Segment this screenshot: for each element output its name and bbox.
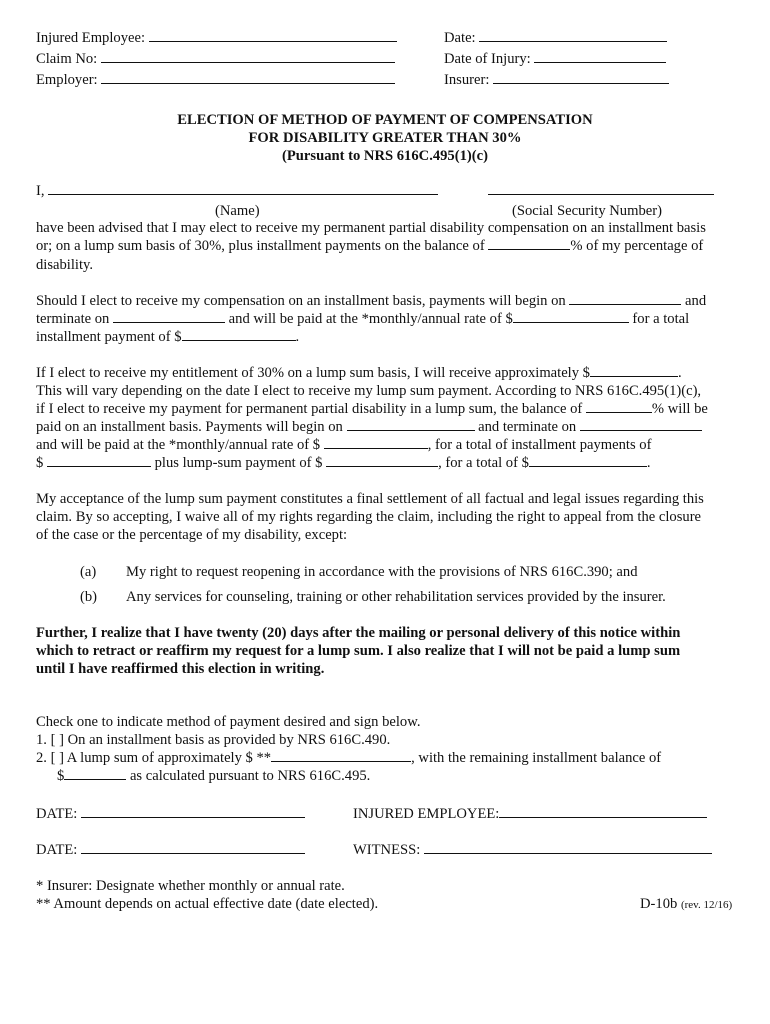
installment-begin-text: Should I elect to receive my compensation on an installment basis, payments will begin on <box>36 293 566 309</box>
date-line[interactable] <box>479 29 667 42</box>
injured-employee-signature-label: INJURED EMPLOYEE: <box>353 806 500 822</box>
remaining-balance-text: as calculated pursuant to NRS 616C.495. <box>129 768 371 784</box>
claim-no-line[interactable] <box>101 50 395 63</box>
installment-line-3 <box>36 328 299 346</box>
insurer-line[interactable] <box>493 71 669 84</box>
installment-line-1 <box>36 292 706 310</box>
lump-terminate-text: and terminate on <box>478 419 577 435</box>
balance-percent-line[interactable] <box>488 237 570 250</box>
date-signature-1 <box>36 805 305 823</box>
lump-line-5 <box>36 436 651 454</box>
notice-line-2: which to retract or reaffirm my request for a lump sum. I also realize that I will not be paid a lump sum <box>36 643 681 659</box>
date-2-label: DATE: <box>36 842 78 858</box>
lump-balance-percent-line[interactable] <box>586 400 652 413</box>
notice-line-1: Further, I realize that I have twenty (20) days after the mailing or personal delivery of this notice within <box>36 625 681 641</box>
title-line-2: FOR DISABILITY GREATER THAN 30% <box>248 130 522 146</box>
name-field <box>36 182 438 200</box>
date-1-line[interactable] <box>81 805 305 818</box>
ssn-field <box>488 182 714 200</box>
exception-a-marker: (a) <box>80 564 97 580</box>
installment-total-text: for a total <box>632 311 690 327</box>
injured-employee-label: Injured Employee: <box>36 30 146 46</box>
lump-rate-line[interactable] <box>324 436 428 449</box>
employer-line[interactable] <box>101 71 395 84</box>
intro-line-2-end: % of my percentage of <box>570 238 704 254</box>
title-line-1: ELECTION OF METHOD OF PAYMENT OF COMPENSATION <box>177 112 593 128</box>
lump-total-period: . <box>646 455 651 471</box>
lump-line-3 <box>36 400 708 418</box>
lump-begin-text: paid on an installment basis. Payments will begin on <box>36 419 343 435</box>
lump-approx-line[interactable] <box>590 364 678 377</box>
ssn-line[interactable] <box>488 182 714 195</box>
ssn-caption: (Social Security Number) <box>512 203 662 219</box>
lump-rate-text: and will be paid at the *monthly/annual rate of $ <box>36 437 321 453</box>
lump-line-6 <box>36 454 651 472</box>
lump-installment-total-text: , for a total of installment payments of <box>427 437 652 453</box>
i-label: I, <box>36 183 45 199</box>
intro-line-3: disability. <box>36 257 94 273</box>
lump-approx-period: . <box>677 365 682 381</box>
option-lump-sum-line-2 <box>57 767 370 785</box>
installment-line-2 <box>36 310 689 328</box>
installment-rate-line[interactable] <box>513 310 629 323</box>
form-revision: (rev. 12/16) <box>680 899 733 911</box>
intro-line-1: have been advised that I may elect to receive my permanent partial disability compensation on an installment basis <box>36 220 706 236</box>
option-lump-sum-balance-text: , with the remaining installment balance of <box>411 750 662 766</box>
footnote-1: * Insurer: Designate whether monthly or annual rate. <box>36 878 345 894</box>
form-id <box>640 895 732 914</box>
lump-approx-text: If I elect to receive my entitlement of 30% on a lump sum basis, I will receive approximately $ <box>36 365 590 381</box>
lump-plus-text: plus lump-sum payment of $ <box>154 455 323 471</box>
installment-rate-text: and will be paid at the *monthly/annual rate of $ <box>228 311 513 327</box>
name-line[interactable] <box>48 182 438 195</box>
installment-and-text: and <box>685 293 707 309</box>
witness-line[interactable] <box>424 841 712 854</box>
acceptance-line-1: My acceptance of the lump sum payment constitutes a final settlement of all factual and legal issues regarding this <box>36 491 704 507</box>
date-field <box>444 29 667 47</box>
exception-b-text: Any services for counseling, training or other rehabilitation services provided by the insurer. <box>126 589 666 605</box>
installment-payment-line[interactable] <box>182 328 296 341</box>
witness-signature <box>353 841 712 859</box>
lump-balance-end: % will be <box>651 401 708 417</box>
date-of-injury-label: Date of Injury: <box>444 51 531 67</box>
lump-line-1 <box>36 364 682 382</box>
lump-line-2: This will vary depending on the date I elect to receive my lump sum payment. According to NRS 616C.495(1)(c), <box>36 383 702 399</box>
date-signature-2 <box>36 841 305 859</box>
claim-no-field <box>36 50 395 68</box>
installment-begin-line[interactable] <box>569 292 681 305</box>
lump-installments-line[interactable] <box>47 454 151 467</box>
employer-label: Employer: <box>36 72 98 88</box>
name-caption: (Name) <box>215 203 260 219</box>
insurer-label: Insurer: <box>444 72 490 88</box>
installment-period: . <box>295 329 300 345</box>
date-label: Date: <box>444 30 476 46</box>
acceptance-line-3: of the case or the percentage of my disability, except: <box>36 527 348 543</box>
claim-no-label: Claim No: <box>36 51 98 67</box>
option-lump-sum-text: 2. [ ] A lump sum of approximately $ ** <box>36 750 272 766</box>
acceptance-line-2: claim. By so accepting, I waive all of my rights regarding the claim, including the right to appeal from the closure <box>36 509 702 525</box>
injured-employee-signature <box>353 805 707 823</box>
employer-field <box>36 71 395 89</box>
option-installment[interactable]: 1. [ ] On an installment basis as provided by NRS 616C.490. <box>36 732 391 748</box>
lump-total-line[interactable] <box>529 454 647 467</box>
notice-line-3: until I have reaffirmed this election in writing. <box>36 661 325 677</box>
exception-b-marker: (b) <box>80 589 98 605</box>
title-line-3: (Pursuant to NRS 616C.495(1)(c) <box>282 148 488 164</box>
date-of-injury-line[interactable] <box>534 50 666 63</box>
installment-terminate-text: terminate on <box>36 311 110 327</box>
injured-employee-field <box>36 29 397 47</box>
intro-line-2 <box>36 237 703 255</box>
lump-line-4 <box>36 418 702 436</box>
lump-sum-payment-line[interactable] <box>326 454 438 467</box>
lump-sum-amount-line[interactable] <box>271 749 411 762</box>
lump-balance-text: if I elect to receive my payment for permanent partial disability in a lump sum, the balance of <box>36 401 583 417</box>
date-of-injury-field <box>444 50 666 68</box>
lump-total-text: , for a total of $ <box>438 455 529 471</box>
form-id-number: D-10b <box>640 896 678 912</box>
option-lump-sum[interactable] <box>36 749 661 767</box>
witness-label: WITNESS: <box>353 842 421 858</box>
intro-line-2-text: or; on a lump sum basis of 30%, plus installment payments on the balance of <box>36 238 485 254</box>
insurer-field <box>444 71 669 89</box>
installment-terminate-line[interactable] <box>113 310 225 323</box>
remaining-balance-line[interactable] <box>64 767 126 780</box>
date-2-line[interactable] <box>81 841 305 854</box>
injured-employee-line[interactable] <box>149 29 397 42</box>
injured-employee-signature-line[interactable] <box>499 805 707 818</box>
installment-payment-text: installment payment of $ <box>36 329 182 345</box>
check-instruction: Check one to indicate method of payment desired and sign below. <box>36 714 421 730</box>
date-1-label: DATE: <box>36 806 78 822</box>
footnote-2: ** Amount depends on actual effective date (date elected). <box>36 896 379 912</box>
exception-a-text: My right to request reopening in accordance with the provisions of NRS 616C.390; and <box>126 564 638 580</box>
lump-begin-line[interactable] <box>347 418 475 431</box>
lump-terminate-line[interactable] <box>580 418 702 431</box>
remaining-balance-dollar: $ <box>57 768 65 784</box>
lump-dollar-sign: $ <box>36 455 44 471</box>
